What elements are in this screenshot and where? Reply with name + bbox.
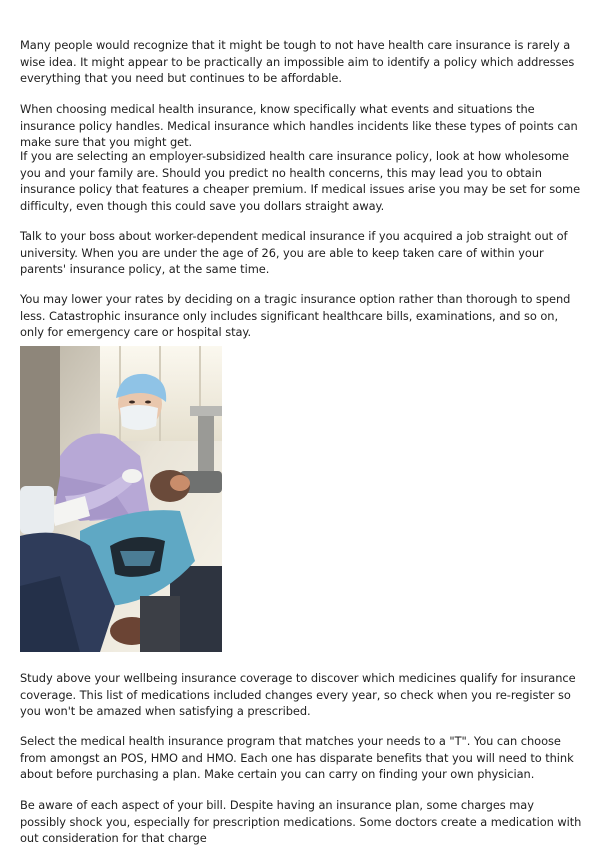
paragraph-4: Talk to your boss about worker-dependent medical insurance if you acquired a job straight out of university. When you are under the age of 26, you are able to keep taken care of within your parents' insurance policy, at the same time. [20, 229, 568, 277]
paragraph-7: Select the medical health insurance program that matches your needs to a "T". You can choose from amongst an POS, HMO and HMO. Each one has disparate benefits that you will need to think about before purchasing a plan. Make certain you can carry on finding your own physician. [20, 734, 574, 782]
paragraph-1: Many people would recognize that it might be tough to not have health care insurance is rarely a wise idea. It might appear to be practically an impossible aim to identify a policy which addresses everything that you need but continues to be affordable. [20, 38, 575, 86]
paragraph-3: If you are selecting an employer-subsidized health care insurance policy, look at how wholesome you and your family are. Should you predict no health concerns, this may lead you to obtain insurance policy that features a cheaper premium. If medical issues arise you may be set for some difficulty, even though this could save you dollars straight away. [20, 149, 581, 213]
paragraph-2: When choosing medical health insurance, know specifically what events and situations the insurance policy handles. Medical insurance which handles incidents like these types of points can make sure that you might get. [20, 102, 578, 150]
paragraph-5: You may lower your rates by deciding on a tragic insurance option rather than thorough to spend less. Catastrophic insurance only includes significant healthcare bills, examinations, and so on, only for emergency care or hospital stay. [20, 292, 571, 340]
dental-exam-photo [20, 346, 222, 652]
paragraph-8: Be aware of each aspect of your bill. Despite having an insurance plan, some charges may possibly shock you, especially for prescription medications. Some doctors create a medication with out consideration for that charge [20, 798, 582, 846]
paragraph-6: Study above your wellbeing insurance coverage to discover which medicines qualify for insurance coverage. This list of medications included changes every year, so check when you re-register so you won't be amazed when satisfying a prescribed. [20, 671, 576, 719]
